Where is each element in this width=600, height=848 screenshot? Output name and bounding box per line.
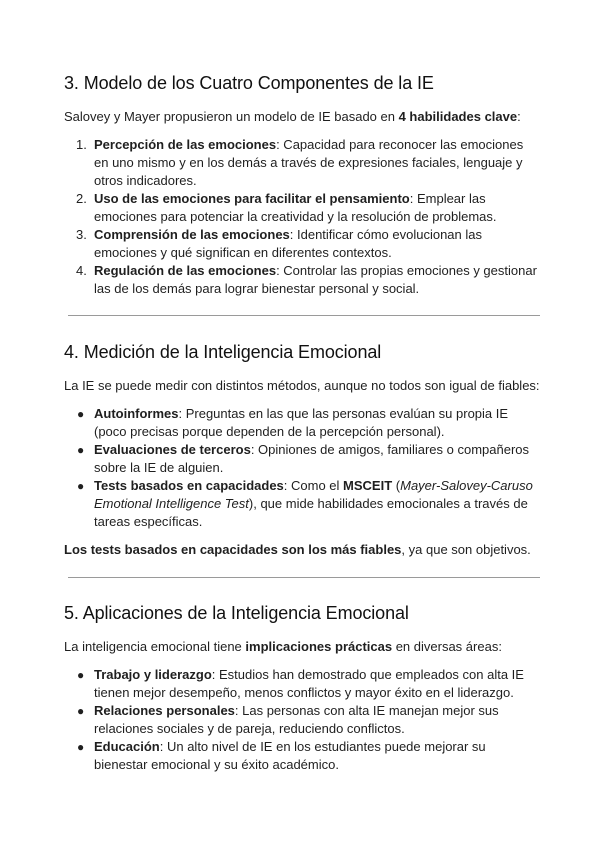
components-list [64,136,540,298]
section-5-intro: La inteligencia emocional tiene implicaciones prácticas en diversas áreas: [64,639,502,654]
section-4-closing: Los tests basados en capacidades son los más fiables, ya que son objetivos. [64,542,531,557]
list-item: 4. Regulación de las emociones: Controlar las propias emociones y gestionar las de los demás para lograr bienestar personal y social. [76,263,537,296]
list-item: 1. Percepción de las emociones: Capacidad para reconocer las emociones en uno mismo y en los demás a través de expresiones faciales, lenguaje y otros indicadores. [76,137,524,188]
methods-list [64,405,540,531]
section-3-heading: 3. Modelo de los Cuatro Componentes de la IE [64,73,434,93]
list-item: 3. Comprensión de las emociones: Identificar cómo evolucionan las emociones y qué significan en diferentes contextos. [76,227,482,260]
section-3-intro: Salovey y Mayer propusieron un modelo de IE basado en 4 habilidades clave: [64,109,521,124]
list-item: ● Autoinformes: Preguntas en las que las personas evalúan su propia IE (poco precisas porque dependen de la percepción personal). [77,406,509,439]
list-item: ● Relaciones personales: Las personas con alta IE manejan mejor sus relaciones sociales y de pareja, reduciendo conflictos. [77,703,499,736]
list-item: ● Tests basados en capacidades: Como el MSCEIT (Mayer-Salovey-Caruso Emotional Intelligence Test), que mide habilidades emocionales a través de tareas específicas. [77,478,533,529]
list-item: 2. Uso de las emociones para facilitar el pensamiento: Emplear las emociones para potenciar la creatividad y la resolución de problemas. [76,191,497,224]
section-5 [64,602,540,774]
section-divider [68,315,540,316]
section-4-intro: La IE se puede medir con distintos métodos, aunque no todos son igual de fiables: [64,378,540,393]
list-item: ● Educación: Un alto nivel de IE en los estudiantes puede mejorar su bienestar emocional y su éxito académico. [77,739,486,772]
section-4 [64,341,540,559]
list-item: ● Trabajo y liderazgo: Estudios han demostrado que empleados con alta IE tienen mejor desempeño, menos conflictos y mayor éxito en el liderazgo. [77,667,524,700]
section-3 [64,72,540,298]
applications-list [64,666,540,774]
section-4-heading: 4. Medición de la Inteligencia Emocional [64,342,382,362]
list-item: ● Evaluaciones de terceros: Opiniones de amigos, familiares o compañeros sobre la IE de alguien. [77,442,530,475]
section-divider [68,577,540,578]
section-5-heading: 5. Aplicaciones de la Inteligencia Emocional [64,603,409,623]
